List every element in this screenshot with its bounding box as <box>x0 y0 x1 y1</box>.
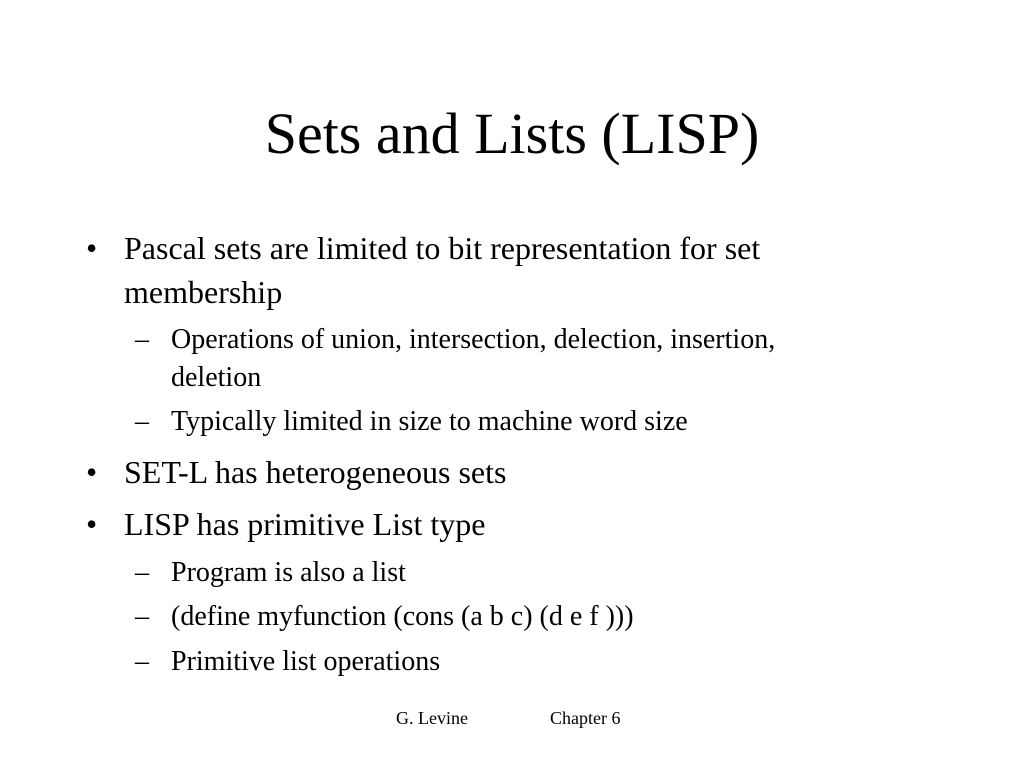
sub-item <box>135 321 931 397</box>
bullet-icon: • <box>86 506 98 542</box>
dash-icon: – <box>135 324 149 355</box>
sub-item-text: (define myfunction (cons (a b c) (d e f ))) <box>171 601 634 632</box>
bullet-text: SET-L has heterogeneous sets <box>124 454 507 490</box>
bullet-text: LISP has primitive List type <box>124 506 486 542</box>
bullet-icon: • <box>86 454 98 490</box>
bullet-item <box>86 226 924 314</box>
bullet-text-continued: membership <box>124 274 283 310</box>
bullet-text: Pascal sets are limited to bit representation for set <box>124 230 761 266</box>
footer-chapter: Chapter 6 <box>550 708 621 728</box>
sub-item <box>135 403 931 441</box>
dash-icon: – <box>135 601 149 632</box>
sub-item-text: Program is also a list <box>171 557 406 588</box>
dash-icon: – <box>135 557 149 588</box>
sub-item-text: Operations of union, intersection, delection, insertion, <box>171 324 776 355</box>
footer-author: G. Levine <box>396 708 468 728</box>
sub-item <box>135 554 931 592</box>
sub-item-text: Primitive list operations <box>171 646 441 677</box>
bullet-icon: • <box>86 230 98 266</box>
bullet-item <box>86 450 924 494</box>
sub-item-text: Typically limited in size to machine word size <box>171 406 688 437</box>
dash-icon: – <box>135 406 149 437</box>
sub-item-text-continued: deletion <box>171 362 262 393</box>
sub-item <box>135 643 931 681</box>
slide-title: Sets and Lists (LISP) <box>264 101 760 166</box>
sub-item <box>135 598 931 636</box>
dash-icon: – <box>135 646 149 677</box>
bullet-item <box>86 502 924 546</box>
